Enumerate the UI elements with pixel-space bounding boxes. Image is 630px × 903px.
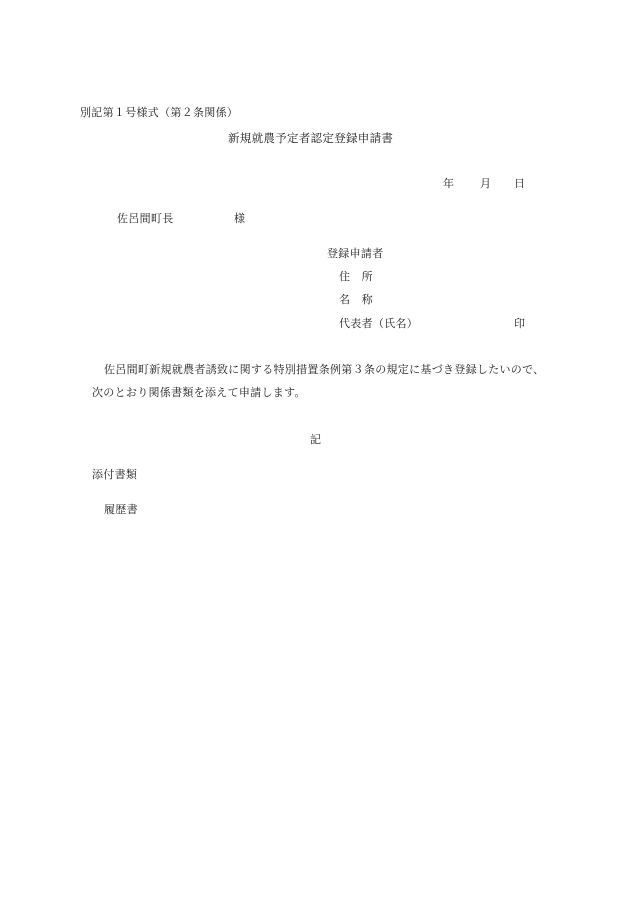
document-title: 新規就農予定者認定登録申請書 [228, 131, 394, 145]
seal-mark: 印 [514, 317, 526, 330]
applicant-representative-label: 代表者（氏名） [339, 317, 419, 330]
date-year: 年 [443, 177, 455, 190]
attachments-heading: 添付書類 [92, 468, 138, 481]
date-day: 日 [514, 177, 526, 190]
addressee-honorific: 様 [234, 212, 246, 225]
form-label: 別記第１号様式（第２条関係） [80, 106, 239, 119]
addressee-name: 佐呂間町長 [117, 212, 174, 225]
applicant-address-label: 住 所 [339, 270, 373, 283]
applicant-name-label: 名 称 [339, 293, 373, 306]
attachment-item: 履歴書 [104, 503, 138, 516]
date-month: 月 [480, 177, 492, 190]
applicant-heading: 登録申請者 [327, 247, 384, 260]
body-line-1: 佐呂間町新規就農者誘致に関する特別措置条例第３条の規定に基づき登録したいので、 [104, 363, 545, 376]
body-line-2: 次のとおり関係書類を添えて申請します。 [92, 386, 306, 399]
record-heading: 記 [310, 433, 322, 446]
